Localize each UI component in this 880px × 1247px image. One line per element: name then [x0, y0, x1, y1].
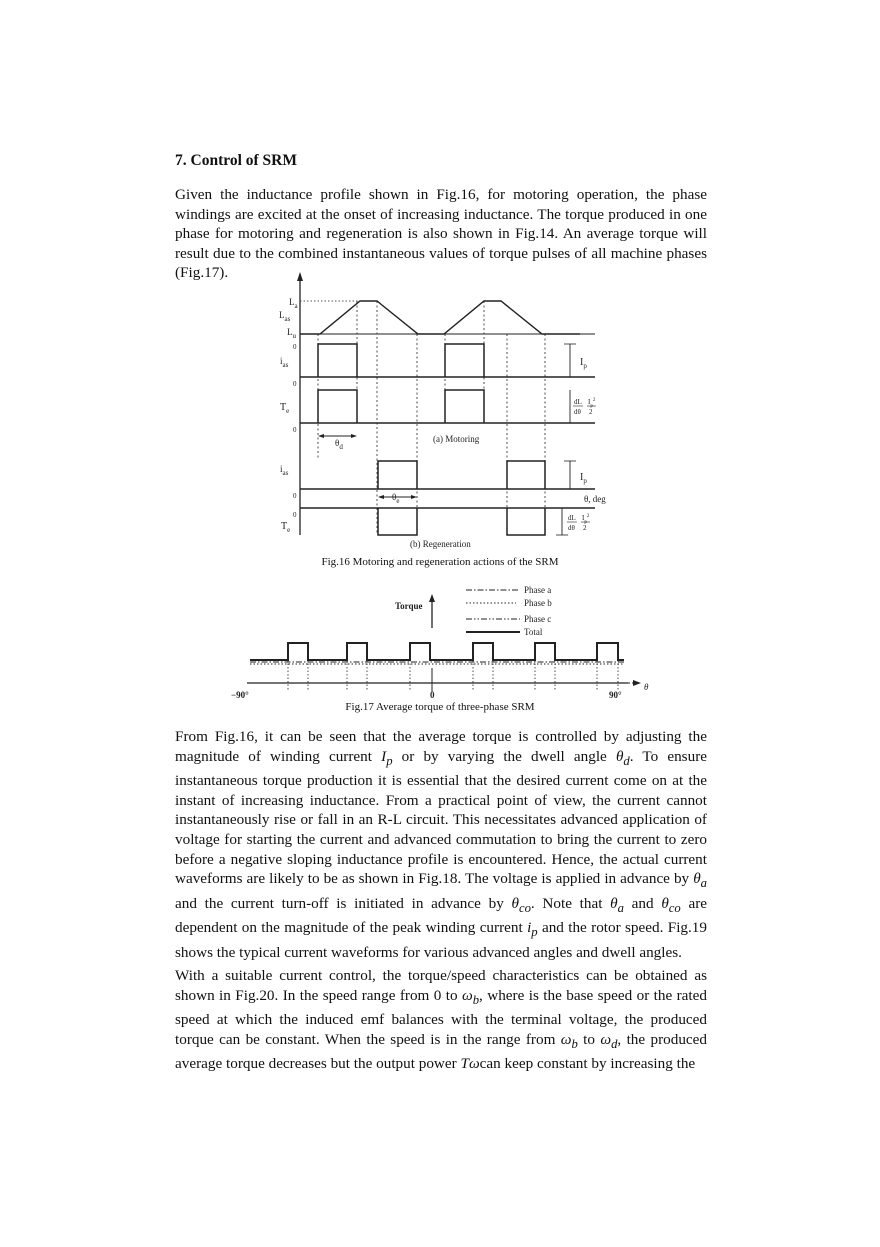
label-regeneration: (b) Regeneration — [410, 539, 471, 549]
legend-total: Total — [524, 627, 543, 637]
paragraph-torque-speed: With a suitable current control, the torque/speed characteristics can be obtained as shown in Fig.20. In the speed range from 0 to $\omega_b$, where is the base speed or the rated speed at which the induced emf balances with the terminal voltage, the produced torque can be constant. When the speed is in the range from $\omega_b$ to $\omega_d$, the produced average torque decreases but the output power Tωcan keep constant by increasing the — [175, 967, 707, 1073]
svg-text:2: 2 — [583, 524, 587, 532]
label-La: $L_a$ — [289, 297, 298, 310]
label-zero-3: 0 — [293, 426, 297, 434]
label-zero-1: 0 — [293, 343, 297, 351]
label-zero-2: 0 — [293, 380, 297, 388]
label-ias-regeneration: $i_{as}$ — [280, 464, 289, 477]
total-torque-wave — [250, 643, 624, 660]
legend-phase-c: Phase c — [524, 614, 552, 624]
svg-text:dL: dL — [568, 514, 576, 522]
x-tick-pos90: 90° — [609, 690, 622, 700]
svg-text:dθ: dθ — [568, 524, 575, 532]
label-Ip-1: $I_p$ — [580, 357, 587, 370]
label-motoring: (a) Motoring — [433, 434, 480, 444]
label-theta-deg: θ, deg — [584, 494, 606, 504]
fig17-torque-label: Torque — [395, 601, 423, 611]
legend-phase-b: Phase b — [524, 598, 552, 608]
label-zero-5: 0 — [293, 511, 297, 519]
svg-text:2: 2 — [589, 408, 593, 416]
label-theta-d: $\theta_d$ — [335, 438, 343, 451]
x-tick-zero: 0 — [430, 690, 435, 700]
fig17-caption: Fig.17 Average torque of three-phase SRM — [345, 701, 535, 713]
paragraph-intro: Given the inductance profile shown in Fig.16, for motoring operation, the phase windings are excited at the onset of increasing inductance. The torque produced in one phase for motoring and regeneration is also shown in Fig.14. An average torque will result due to the combined instantaneous values of torque pulses of all machine phases (Fig.17). — [175, 186, 707, 282]
label-ias-motoring: $i_{as}$ — [280, 356, 289, 369]
svg-text:dL: dL — [574, 398, 582, 406]
paragraph-control: From Fig.16, it can be seen that the average torque is controlled by adjusting the magnitude of winding current $I_p$ or by varying the dwell angle $\theta_d$. To ensure instantaneous torque production it is essential that the desired current come on at the instant of increasing inductance. From a practical point of view, the current cannot instantaneously rise or fall in an R-L circuit. This necessitates advanced application of voltage for starting the current and advanced commutation to bring the current to zero before a negative sloping inductance profile is encountered. Hence, the actual current waveforms are likely to be as shown in Fig.18. The voltage is applied in advance by $\theta_a$ and the current turn-off is initiated in advance by $\theta_{co}$. Note that $\theta_a$ and $\theta_{co}$ are dependent on the magnitude of the peak winding current $i_p$ and the rotor speed. Fig.19 shows the typical current waveforms for various advanced angles and dwell angles. — [175, 728, 707, 962]
x-tick-neg90: −90° — [231, 690, 249, 700]
fig16-caption: Fig.16 Motoring and regeneration actions of the SRM — [321, 556, 559, 568]
section-heading: 7. Control of SRM — [175, 152, 297, 169]
svg-text:Ip2: $I_p^2$ — [588, 398, 596, 409]
label-Lu: $L_u$ — [287, 327, 296, 340]
label-theta-e: $\theta_e$ — [392, 492, 400, 505]
x-axis-label: θ — [644, 682, 649, 692]
label-Te-motoring: $T_e$ — [280, 402, 290, 415]
label-Ip-2: $I_p$ — [580, 472, 587, 485]
label-Te-regeneration: $T_e$ — [281, 521, 291, 534]
svg-text:Ip2: $I_p^2$ — [582, 514, 590, 525]
label-Las: $L_{as}$ — [279, 310, 291, 323]
label-zero-4: 0 — [293, 492, 297, 500]
legend-phase-a: Phase a — [524, 585, 552, 595]
svg-text:dθ: dθ — [574, 408, 581, 416]
